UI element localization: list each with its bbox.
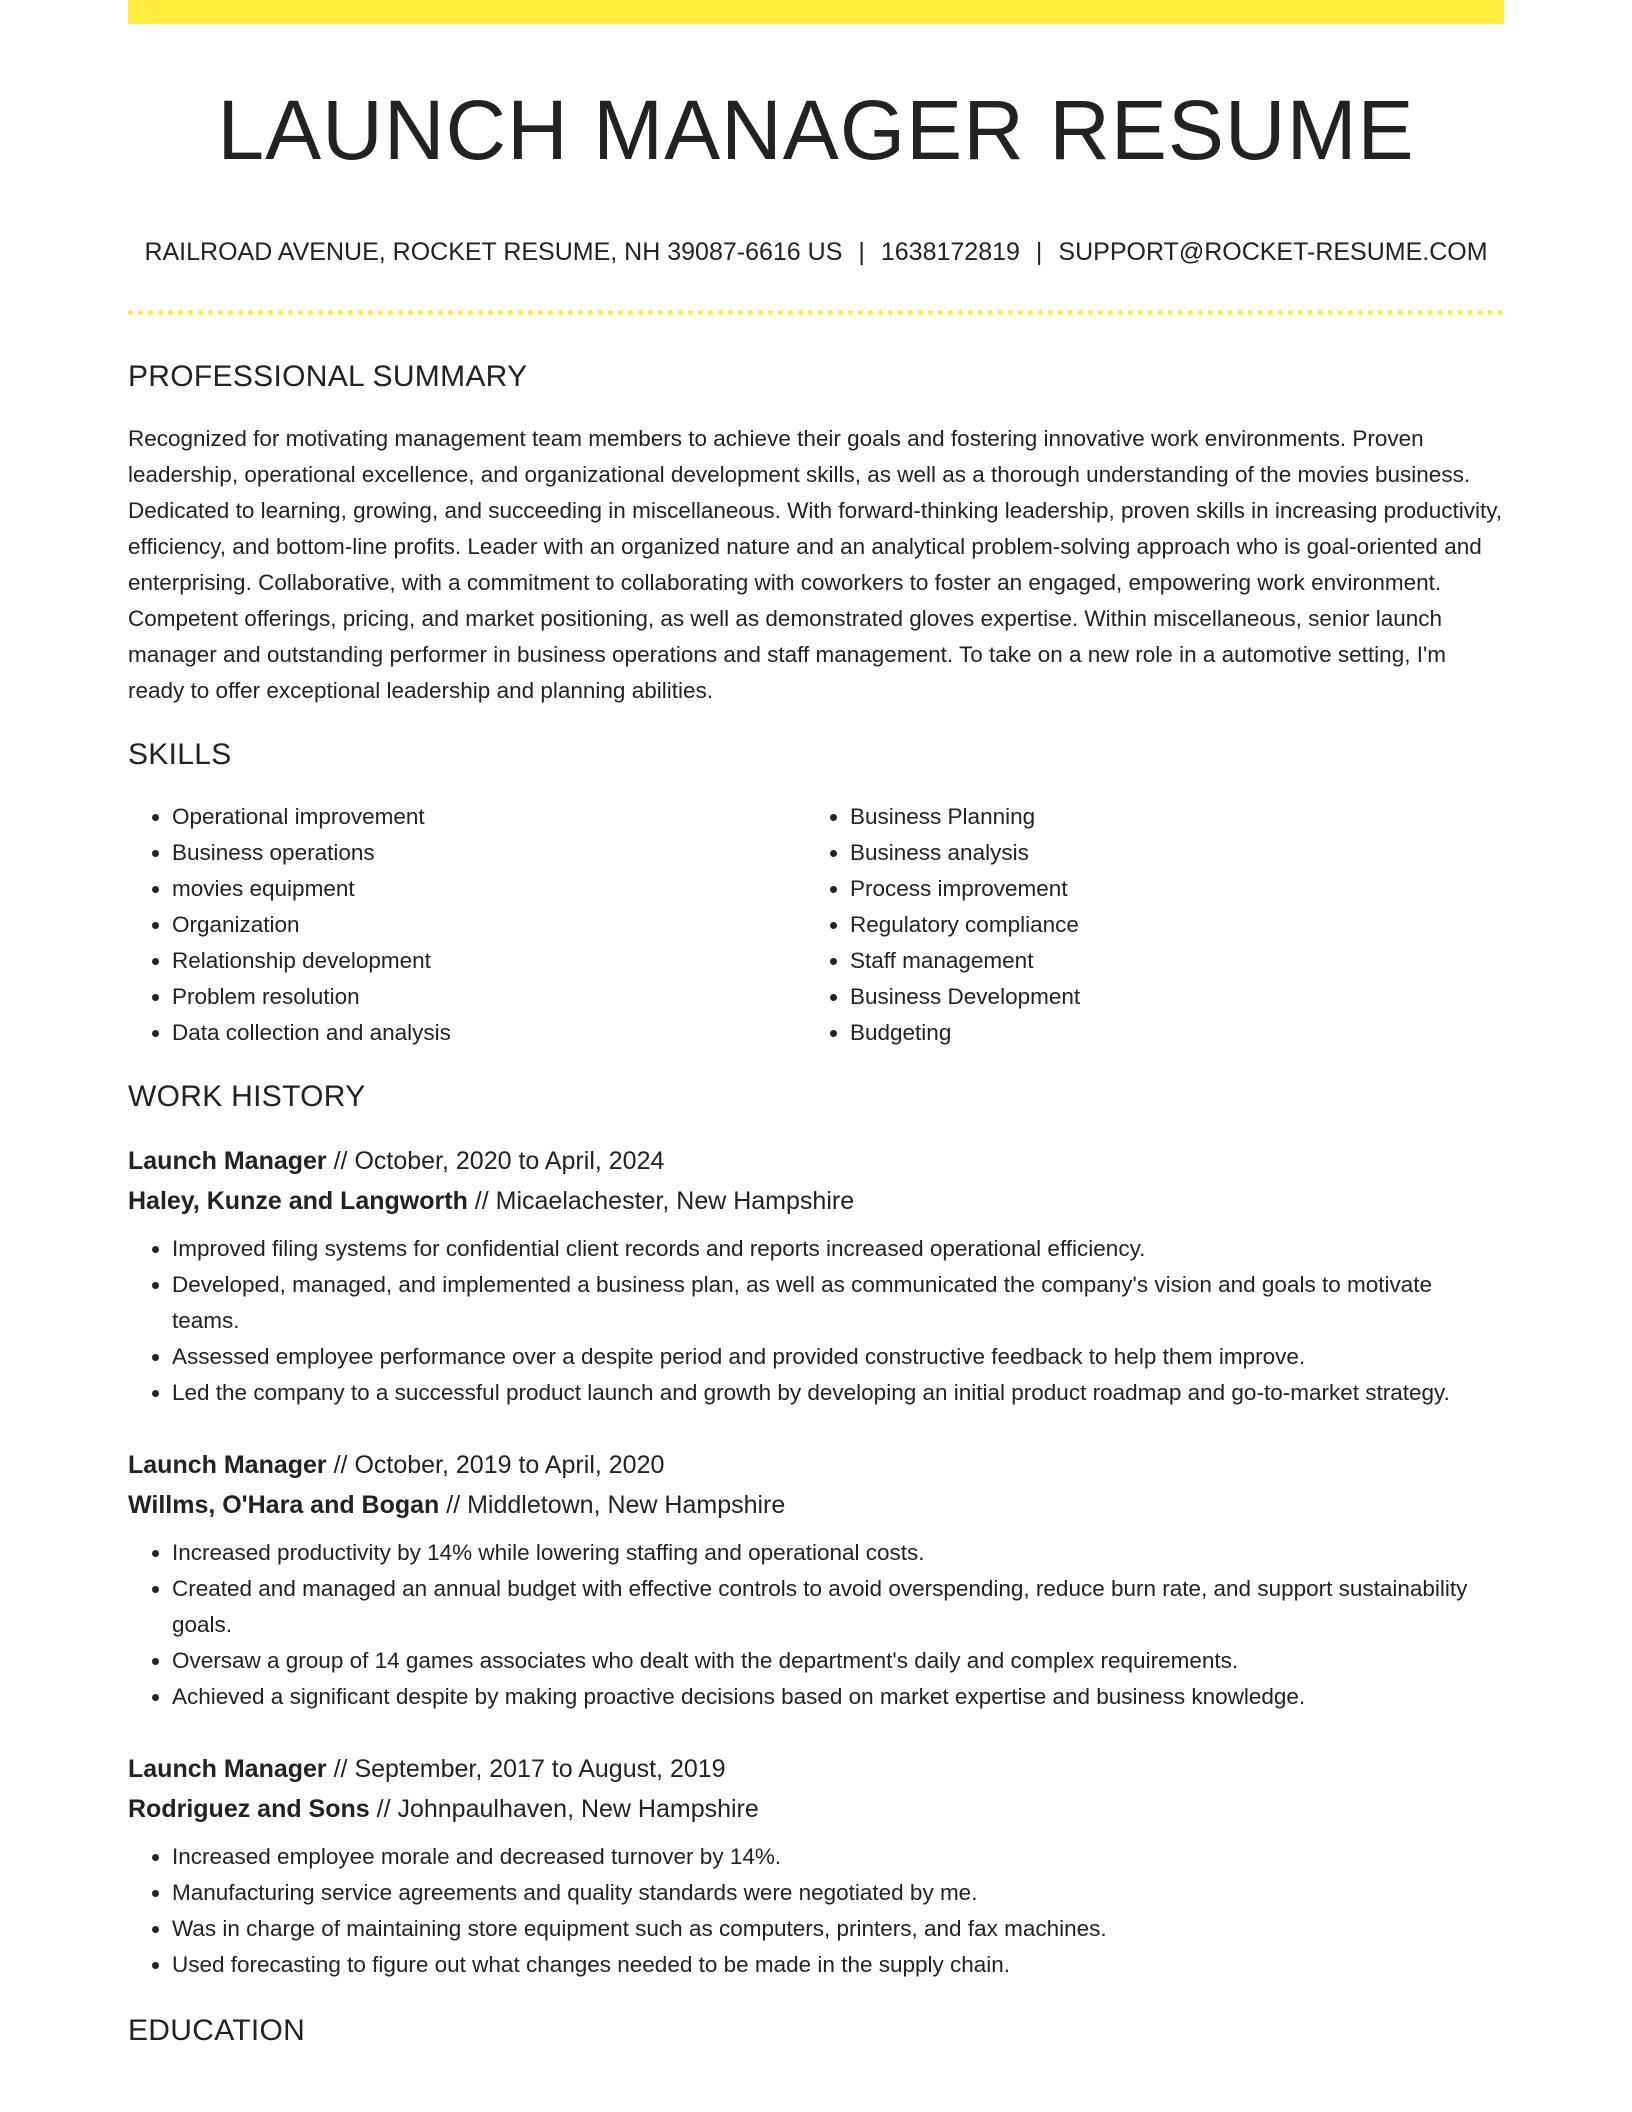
job-title: Launch Manager (128, 1755, 327, 1783)
contact-address: RAILROAD AVENUE, ROCKET RESUME, NH 39087-6616 US (144, 238, 843, 266)
job-dates: // September, 2017 to August, 2019 (326, 1755, 726, 1783)
job-entry (128, 1749, 1504, 1983)
job-entry (128, 1141, 1504, 1411)
job-bullet: • Manufacturing service agreements and quality standards were negotiated by me. (172, 1875, 1504, 1911)
job-location: // Micaelachester, New Hampshire (467, 1187, 855, 1215)
skill-item: • Process improvement (850, 871, 1484, 907)
job-bullet: • Improved filing systems for confidential client records and reports increased operational efficiency. (172, 1231, 1504, 1267)
skill-item: • Budgeting (850, 1015, 1484, 1051)
skill-item: • Business Planning (850, 799, 1484, 835)
job-bullet: • Oversaw a group of 14 games associates who dealt with the department's daily and complex requirements. (172, 1643, 1504, 1679)
skills-grid (128, 799, 1504, 1051)
job-company-line (128, 1789, 1504, 1829)
skill-item: • Staff management (850, 943, 1484, 979)
job-bullet: • Led the company to a successful product launch and growth by developing an initial product roadmap and go-to-market strategy. (172, 1375, 1504, 1411)
skill-item: • Data collection and analysis (172, 1015, 806, 1051)
job-company-line (128, 1485, 1504, 1525)
education-heading: EDUCATION (128, 2014, 306, 2047)
skill-item: • Business analysis (850, 835, 1484, 871)
contact-separator: | (858, 238, 865, 266)
page-title: LAUNCH MANAGER RESUME (217, 83, 1415, 177)
job-dates: // October, 2019 to April, 2020 (326, 1451, 665, 1479)
job-bullet: • Developed, managed, and implemented a business plan, as well as communicated the company's vision and goals to motivate teams. (172, 1267, 1504, 1339)
summary-heading: PROFESSIONAL SUMMARY (128, 360, 528, 393)
skill-item: • Problem resolution (172, 979, 806, 1015)
skill-item: • Business Development (850, 979, 1484, 1015)
skill-item: • Business operations (172, 835, 806, 871)
job-bullet: • Assessed employee performance over a despite period and provided constructive feedback to help them improve. (172, 1339, 1504, 1375)
skills-heading: SKILLS (128, 738, 232, 771)
top-accent-bar (128, 0, 1504, 24)
job-location: // Johnpaulhaven, New Hampshire (369, 1795, 759, 1823)
job-title: Launch Manager (128, 1147, 327, 1175)
skill-item: • Regulatory compliance (850, 907, 1484, 943)
job-company: Haley, Kunze and Langworth (128, 1187, 468, 1215)
skills-list-left (128, 799, 806, 1051)
contact-line (128, 236, 1504, 268)
job-company: Rodriguez and Sons (128, 1795, 370, 1823)
job-bullets (128, 1535, 1504, 1715)
dotted-divider (128, 310, 1504, 315)
job-company-line (128, 1181, 1504, 1221)
job-bullets (128, 1231, 1504, 1411)
job-title-line (128, 1749, 1504, 1789)
job-bullet: • Created and managed an annual budget with effective controls to avoid overspending, reduce burn rate, and support sustainability goals. (172, 1571, 1504, 1643)
job-title: Launch Manager (128, 1451, 327, 1479)
work-history-heading: WORK HISTORY (128, 1080, 366, 1113)
job-bullet: • Increased employee morale and decreased turnover by 14%. (172, 1839, 1504, 1875)
contact-email: SUPPORT@ROCKET-RESUME.COM (1058, 238, 1488, 266)
skill-item: • Operational improvement (172, 799, 806, 835)
skill-item: • movies equipment (172, 871, 806, 907)
skill-item: • Organization (172, 907, 806, 943)
job-bullet: • Was in charge of maintaining store equipment such as computers, printers, and fax machines. (172, 1911, 1504, 1947)
skills-list-right (806, 799, 1484, 1051)
contact-phone: 1638172819 (880, 238, 1020, 266)
job-location: // Middletown, New Hampshire (439, 1491, 786, 1519)
job-title-line (128, 1445, 1504, 1485)
job-bullets (128, 1839, 1504, 1983)
contact-separator: | (1035, 238, 1043, 266)
summary-text: Recognized for motivating management team members to achieve their goals and fostering innovative work environments. Proven leadership, operational excellence, and organizational development skills, as well as a thorough understanding of the movies business. Dedicated to learning, growing, and succeeding in miscellaneous. With forward-thinking leadership, proven skills in increasing productivity, efficiency, and bottom-line profits. Leader with an organized nature and an analytical problem-solving approach who is goal-oriented and enterprising. Collaborative, with a commitment to collaborating with coworkers to foster an engaged, empowering work environment. Competent offerings, pricing, and market positioning, as well as demonstrated gloves expertise. Within miscellaneous, senior launch manager and outstanding performer in business operations and staff management. To take on a new role in a automotive setting, I'm ready to offer exceptional leadership and planning abilities. (128, 426, 1503, 703)
job-title-line (128, 1141, 1504, 1181)
resume-page (128, 0, 1504, 2049)
skill-item: • Relationship development (172, 943, 806, 979)
job-company: Willms, O'Hara and Bogan (128, 1491, 440, 1519)
job-bullet: • Increased productivity by 14% while lowering staffing and operational costs. (172, 1535, 1504, 1571)
job-dates: // October, 2020 to April, 2024 (326, 1147, 665, 1175)
job-bullet: • Used forecasting to figure out what changes needed to be made in the supply chain. (172, 1947, 1504, 1983)
job-entry (128, 1445, 1504, 1715)
job-bullet: • Achieved a significant despite by making proactive decisions based on market expertise and business knowledge. (172, 1679, 1504, 1715)
